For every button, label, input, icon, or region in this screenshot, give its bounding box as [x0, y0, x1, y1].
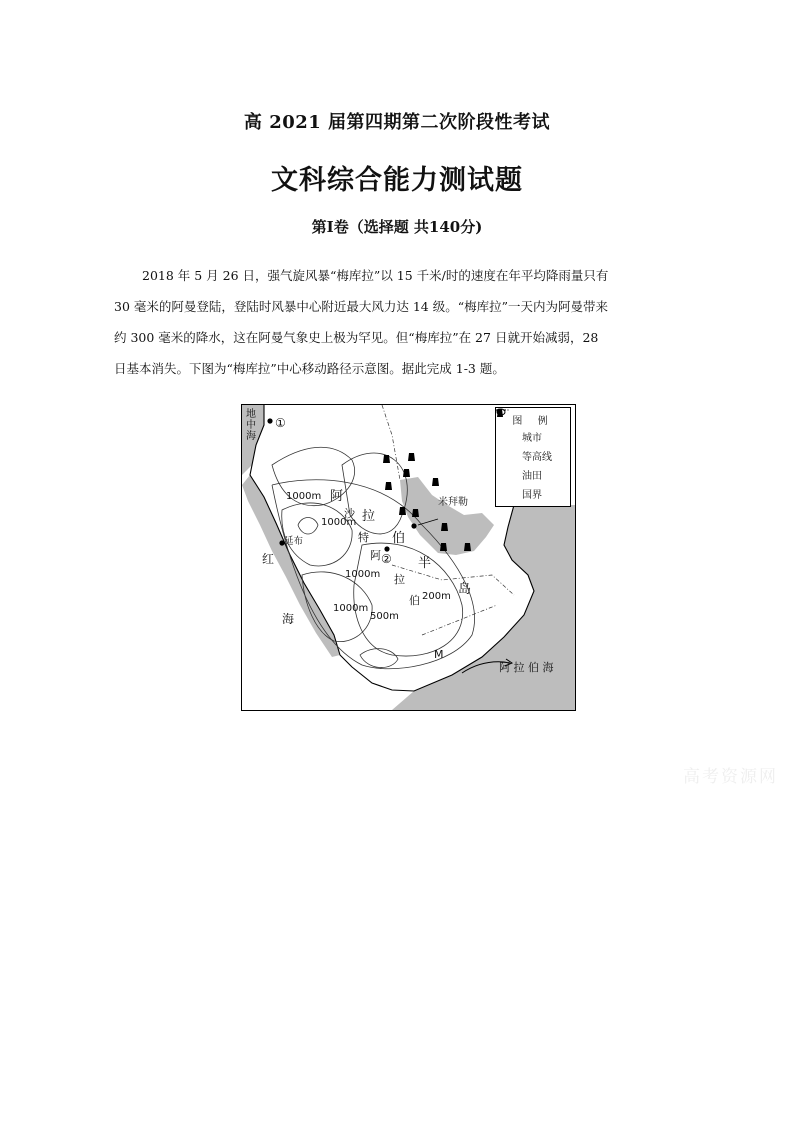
label-arabian-peninsula-5: 岛	[458, 582, 472, 597]
question-passage	[114, 260, 680, 384]
label-saudi-3: 阿	[370, 549, 381, 562]
label-contour-1000: 1000m	[345, 569, 381, 580]
label-saudi-4: 拉	[394, 573, 405, 586]
label-contour-1000: 1000m	[321, 517, 357, 528]
oilfield-icon	[408, 453, 415, 461]
city-dot-icon	[384, 546, 389, 551]
document-title: 文科综合能力测试题	[271, 165, 523, 196]
section-title: 第Ⅰ卷（选择题 共140分)	[311, 218, 483, 236]
label-mediterranean-3: 海	[246, 431, 256, 442]
oilfield-icon	[440, 543, 447, 551]
label-arabian-peninsula-1: 阿	[330, 489, 344, 504]
legend-label: 城市	[522, 433, 542, 444]
passage-line: 约 300 毫米的降水，这在阿曼气象史上极为罕见。但“梅库拉”在 27 日就开始减弱，28	[114, 330, 599, 345]
map-legend	[495, 407, 571, 507]
cyclone-path-map	[241, 404, 576, 711]
label-arabian-sea: 阿 拉 伯 海	[499, 661, 554, 674]
label-contour-1000: 1000m	[286, 491, 322, 502]
legend-item	[496, 484, 570, 503]
label-saudi-1: 沙	[344, 507, 355, 520]
oilfield-icon	[432, 478, 439, 486]
label-saudi-2: 特	[358, 531, 369, 544]
oilfield-icon	[441, 523, 448, 531]
label-arabian-peninsula-3: 伯	[392, 531, 406, 546]
city-dot-icon	[267, 418, 272, 423]
label-contour-200: 200m	[422, 591, 451, 602]
legend-label: 国界	[522, 490, 542, 501]
city-dot-icon	[411, 523, 416, 528]
label-city-yanbu: 延布	[284, 536, 304, 547]
label-red-sea-1: 红	[262, 552, 275, 566]
legend-title: 图 例	[512, 416, 554, 427]
oilfield-icon	[383, 455, 390, 463]
oilfield-icon	[403, 469, 410, 477]
passage-line: 2018 年 5 月 26 日，强气旋风暴“梅库拉”以 15 千米/时的速度在年平均降雨量只有	[142, 268, 609, 283]
oilfield-icon	[399, 507, 406, 515]
legend-item	[496, 446, 570, 465]
label-red-sea-2: 海	[282, 612, 295, 626]
marker-2: ②	[381, 552, 392, 566]
label-saudi-5: 伯	[409, 594, 420, 607]
watermark: 高考资源网	[683, 767, 778, 787]
legend-item	[496, 427, 570, 446]
marker-1: ①	[275, 416, 286, 430]
oilfield-icon	[385, 482, 392, 490]
label-contour-500: 500m	[370, 611, 399, 622]
label-mediterranean-1: 地	[246, 409, 256, 420]
marker-m: M	[434, 648, 444, 661]
exam-header: 高 2021 届第四期第二次阶段性考试	[243, 112, 551, 133]
legend-item	[496, 465, 570, 484]
label-contour-1000: 1000m	[333, 603, 369, 614]
legend-label: 油田	[522, 471, 542, 482]
label-arabian-peninsula-2: 拉	[362, 509, 376, 524]
label-city-right: 米拜勒	[438, 497, 468, 508]
coastline	[250, 405, 534, 691]
label-mediterranean-2: 中	[246, 420, 256, 431]
oilfield-icon	[464, 543, 471, 551]
passage-line: 日基本消失。下图为“梅库拉”中心移动路径示意图。据此完成 1-3 题。	[114, 361, 505, 376]
label-arabian-peninsula-4: 半	[418, 556, 432, 571]
legend-label: 等高线	[522, 452, 552, 463]
oilfield-icon	[412, 509, 419, 517]
passage-line: 30 毫米的阿曼登陆，登陆时风暴中心附近最大风力达 14 级。“梅库拉”一天内为阿曼带来	[114, 299, 609, 314]
